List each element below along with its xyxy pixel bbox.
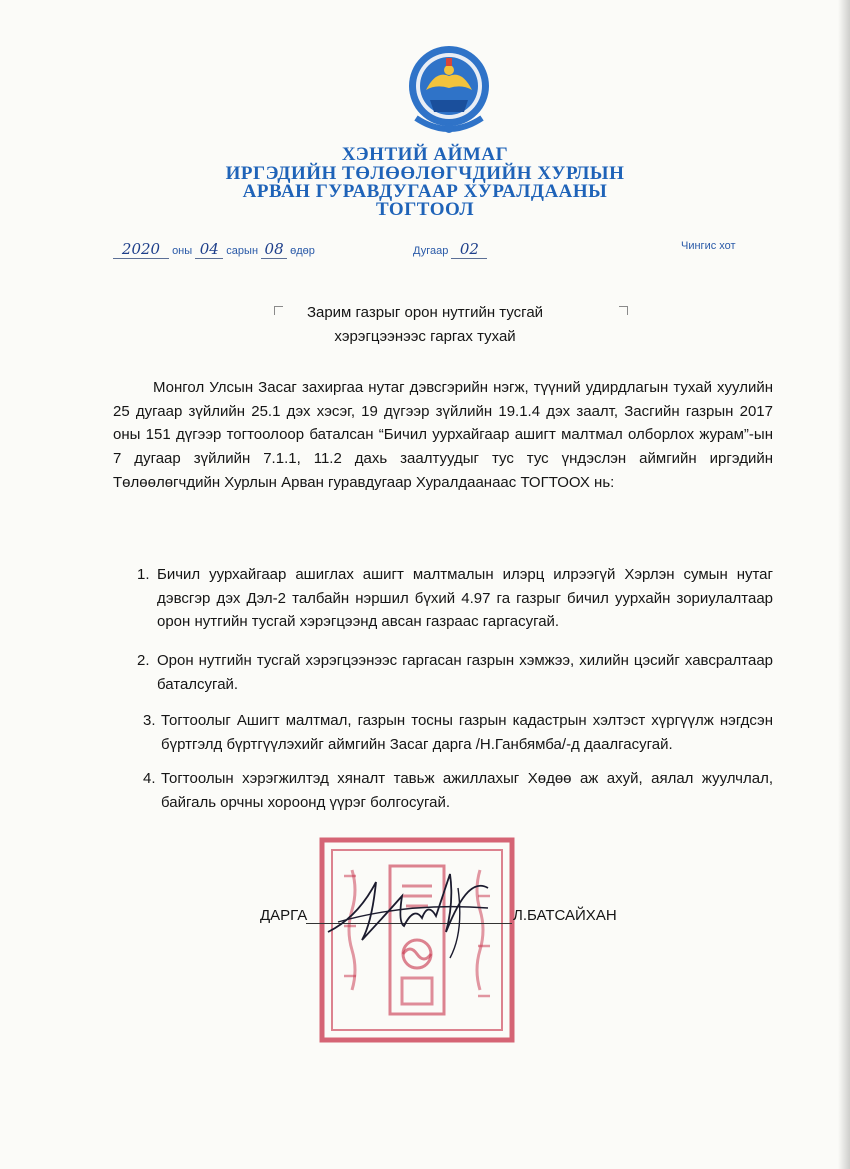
item-number: 3.	[143, 712, 156, 729]
date-month-suffix: сарын	[226, 245, 259, 257]
scan-edge	[838, 0, 850, 1169]
resolution-item-3	[113, 709, 773, 756]
handwritten-signature-icon	[318, 862, 498, 967]
item-number: 2.	[137, 652, 150, 669]
state-emblem-icon	[406, 40, 492, 140]
date-day-suffix: өдөр	[290, 245, 315, 257]
resolution-subject	[0, 301, 850, 349]
header-line-council: ИРГЭДИЙН ТӨЛӨӨЛӨГЧДИЙН ХУРЛЫН	[225, 163, 625, 184]
header-line-aimag: ХЭНТИЙ АЙМАГ	[341, 144, 509, 165]
preamble-paragraph: Монгол Улсын Засаг захиргаа нутаг дэвсгэрийн нэгж, түүний удирдлагын тухай хуулийн 25 дугаар зүйлийн 25.1 дэх хэсэг, 19 дүгээр зүйлийн 19.1.4 дэх заалт, Засгийн газрын 2017 оны 151 дүгээр тогтоолоор баталсан “Бичил уурхайгаар ашигт малтмал олборлох журам”-ын 7 дугаар зүйлийн 7.1.1, 11.2 дахь заалтуудыг тус тус үндэслэн аймгийн иргэдийн Төлөөлөгчдийн Хурлын Арван гуравдугаар Хуралдаанаас ТОГТООХ нь:	[113, 379, 773, 491]
date-month: 04	[195, 240, 223, 259]
item-text: Тогтоолын хэрэгжилтэд хяналт тавьж ажиллахыг Хөдөө аж ахуй, аялал жуулчлал, байгаль орчны хороонд үүрэг болгосугай.	[161, 770, 773, 811]
number-label: Дугаар	[413, 245, 449, 257]
header-line-session: АРВАН ГУРАВДУГААР ХУРАЛДААНЫ	[242, 181, 608, 202]
list-item	[113, 709, 773, 756]
resolution-item-2	[113, 649, 773, 696]
city-name: Чингис хот	[681, 240, 736, 252]
date-day: 08	[261, 240, 287, 259]
signatory-name: Л.БАТСАЙХАН	[513, 907, 617, 924]
number-value: 02	[451, 240, 487, 259]
resolution-date	[113, 240, 315, 259]
list-item	[113, 767, 773, 814]
date-year-suffix: оны	[172, 245, 193, 257]
list-item	[113, 649, 773, 696]
list-item	[113, 563, 773, 634]
item-text: Бичил уурхайгаар ашиглах ашигт малтмалын илэрц илрээгүй Хэрлэн сумын нутаг дэвсгэр дэх Дэл-2 талбайн нэршил бүхий 4.97 га газрыг бичил уурхайн зориулалтаар орон нутгийн тусгай хэрэгцээнд авсан газраас гаргасугай.	[157, 566, 773, 631]
date-year: 2020	[113, 240, 169, 259]
resolution-item-4	[113, 767, 773, 814]
item-number: 1.	[137, 566, 150, 583]
item-text: Орон нутгийн тусгай хэрэгцээнээс гаргасан газрын хэмжээ, хилийн цэсийг хавсралтаар баталсугай.	[157, 652, 773, 693]
item-number: 4.	[143, 770, 156, 787]
subject-line-1: Зарим газрыг орон нутгийн тусгай	[306, 304, 544, 321]
signatory-title: ДАРГА	[260, 907, 308, 924]
resolution-number	[413, 240, 487, 259]
item-text: Тогтоолыг Ашигт малтмал, газрын тосны газрын кадастрын хэлтэст хүргүүлж нэгдсэн бүртгэлд бүртгүүлэхийг аймгийн Засаг дарга /Н.Ганбямба/-д даалгасугай.	[161, 712, 773, 753]
subject-line-2: хэрэгцээнээс гаргах тухай	[334, 328, 516, 345]
resolution-items	[113, 563, 773, 634]
header-line-resolution: ТОГТООЛ	[376, 199, 474, 220]
